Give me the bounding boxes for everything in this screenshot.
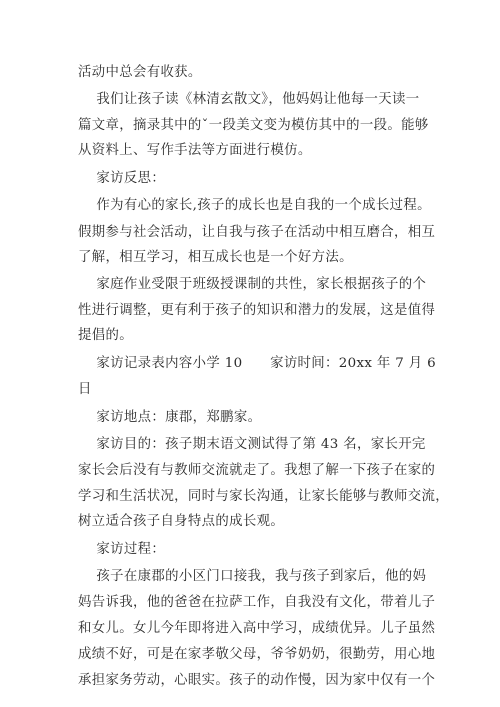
section-heading: 家访反思： <box>78 171 166 186</box>
text-line: 作为有心的家长,孩子的成长也是自我的一个成长过程。 <box>78 198 431 213</box>
visit-location: 家访地点：康郡，郑鹏家。 <box>78 410 262 425</box>
visit-purpose: 家访目的：孩子期末语文测试得了第 43 名，家长开完 <box>78 437 426 452</box>
section-heading: 家访过程： <box>78 542 166 557</box>
text-line: 树立适合孩子自身特点的成长观。 <box>78 514 285 529</box>
text-line: 我们让孩子读《林清玄散文》，他妈妈让他每一天读一 <box>78 92 420 107</box>
text-line: 成绩不好，可是在家孝敬父母，爷爷奶奶，很勤劳，用心地 <box>78 647 436 662</box>
text-line: 学习和生活状况，同时与家长沟通，让家长能够与教师交流， <box>78 489 449 504</box>
text-line: 提倡的。 <box>78 328 133 343</box>
text-line: 了解，相互学习，相互成长也是一个好方法。 <box>78 250 353 265</box>
text-line: 性进行调整，更有利于孩子的知识和潜力的发展，这是值得 <box>78 303 436 318</box>
text-line: 孩子在康郡的小区门口接我，我与孩子到家后，他的妈 <box>78 569 427 584</box>
text-line: 假期参与社会活动，让自我与孩子在活动中相互磨合，相互 <box>78 225 436 240</box>
text-line: 篇文章，摘录其中的ˇ一段美文变为模仿其中的一段。能够 <box>78 118 429 133</box>
text-line: 和女儿。女儿今年即将进入高中学习，成绩优异。儿子虽然 <box>78 621 436 636</box>
text-line: 承担家务劳动，心眼实。孩子的动作慢，因为家中仅有一个 <box>78 673 436 688</box>
text-line: 从资料上、写作手法等方面进行模仿。 <box>78 143 312 158</box>
text-line: 家庭作业受限于班级授课制的共性，家长根据孩子的个 <box>78 277 427 292</box>
text-line: 日 <box>78 382 92 397</box>
text-line: 妈告诉我，他的爸爸在拉萨工作，自我没有文化，带着儿子 <box>78 595 436 610</box>
text-line: 家长会后没有与教师交流就走了。我想了解一下孩子在家的 <box>78 463 436 478</box>
record-header: 家访记录表内容小学 10 家访时间：20xx 年 7 月 6 <box>78 356 436 371</box>
text-line: 活动中总会有收获。 <box>78 65 202 80</box>
